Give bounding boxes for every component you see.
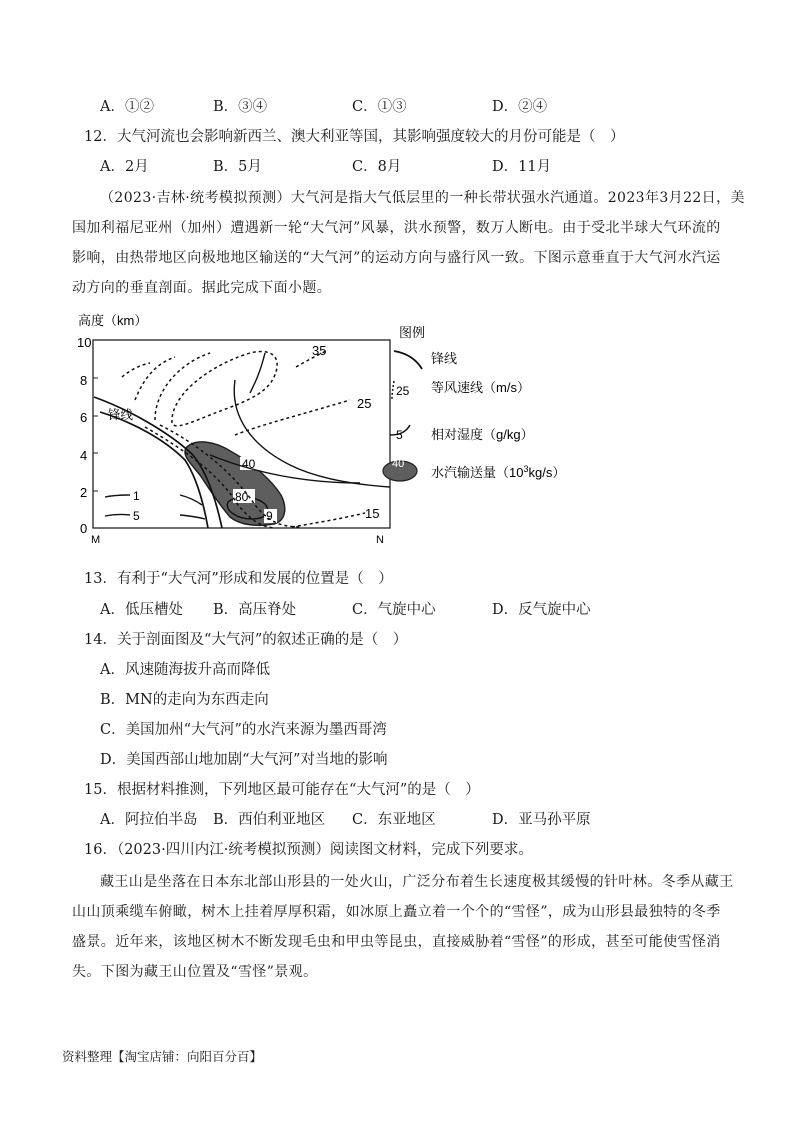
q12-option-a: A．2月 xyxy=(100,159,149,175)
q14-option-a: A．风速随海拔升高而降低 xyxy=(100,662,270,678)
cross-section-figure xyxy=(60,305,620,555)
q13-stem: 13．有利于“大气河”形成和发展的位置是（ ） xyxy=(84,571,393,587)
x-label-m: M xyxy=(91,534,101,546)
label-40: 40 xyxy=(242,457,256,471)
label-1: 1 xyxy=(133,489,140,503)
label-80: 80 xyxy=(235,490,249,504)
q11-option-b: B．③④ xyxy=(213,99,268,115)
label-9: 9 xyxy=(266,509,273,523)
material1-line-1: （2023·吉林·统考模拟预测）大气河是指大气低层里的一种长带状强水汽通道。2023年3月22日，美 xyxy=(100,190,745,206)
material1-line-2: 国加利福尼亚州（加州）遭遇新一轮“大气河”风暴，洪水预警，数万人断电。由于受北半球大气环流的 xyxy=(72,220,721,236)
q12-option-b: B．5月 xyxy=(213,159,262,175)
legend-humidity-label: 相对湿度（g/kg） xyxy=(431,427,534,442)
legend-title: 图例 xyxy=(399,325,426,340)
y-tick-8: 8 xyxy=(80,373,88,388)
q14-option-d: D．美国西部山地加剧“大气河”对当地的影响 xyxy=(100,752,388,768)
legend-wind-label: 等风速线（m/s） xyxy=(431,380,530,395)
y-tick-10: 10 xyxy=(77,335,92,350)
y-tick-2: 2 xyxy=(80,485,88,500)
label-front: 锋线 xyxy=(108,408,134,422)
q12-option-c: C．8月 xyxy=(352,159,402,175)
legend-wind-sample: 25 xyxy=(396,384,410,398)
page-footer: 资料整理【淘宝店铺：向阳百分百】 xyxy=(62,1049,263,1064)
q15-option-a: A．阿拉伯半岛 xyxy=(100,812,198,828)
q14-stem: 14．关于剖面图及“大气河”的叙述正确的是（ ） xyxy=(84,632,408,648)
material2-line-1: 藏王山是坐落在日本东北部山形县的一处火山，广泛分布着生长速度极其缓慢的针叶林。冬季从藏王 xyxy=(100,874,734,890)
legend-humidity-sample: 5 xyxy=(396,428,403,442)
material2-line-4: 失。下图为藏王山位置及“雪怪”景观。 xyxy=(72,964,318,980)
q12-option-d: D．11月 xyxy=(492,159,552,175)
y-axis-label: 高度（km） xyxy=(78,313,148,328)
label-35: 35 xyxy=(312,343,327,358)
label-25: 25 xyxy=(357,396,372,411)
q14-option-c: C．美国加州“大气河”的水汽来源为墨西哥湾 xyxy=(100,722,387,738)
q15-option-c: C．东亚地区 xyxy=(352,812,436,828)
label-15: 15 xyxy=(365,506,380,521)
q11-option-c: C．①③ xyxy=(352,99,407,115)
material2-line-2: 山山顶乘缆车俯瞰，树木上挂着厚厚积霜，如冰原上矗立着一个个的“雪怪”，成为山形县最独特的冬季 xyxy=(72,904,721,920)
q13-option-d: D．反气旋中心 xyxy=(492,602,591,618)
q16-stem: 16．（2023·四川内江·统考模拟预测）阅读图文材料，完成下列要求。 xyxy=(84,842,533,858)
x-label-n: N xyxy=(376,534,384,546)
legend-transport-sample: 40 xyxy=(392,458,405,470)
y-tick-0: 0 xyxy=(80,521,88,536)
legend-front-label: 锋线 xyxy=(431,351,458,366)
legend-front-symbol xyxy=(394,351,422,369)
material1-line-4: 动方向的垂直剖面。据此完成下面小题。 xyxy=(72,280,332,296)
material1-line-3: 影响，由热带地区向极地地区输送的“大气河”的运动方向与盛行风一致。下图示意垂直于大气河水汽运 xyxy=(72,250,721,266)
q11-option-d: D．②④ xyxy=(492,99,548,115)
q11-option-a: A．①② xyxy=(100,99,154,115)
q13-option-c: C．气旋中心 xyxy=(352,602,436,618)
legend-transport-label: 水汽输送量$(10^3kg/s)$ xyxy=(431,464,566,480)
front-line-lower xyxy=(100,412,208,528)
q13-option-a: A．低压槽处 xyxy=(100,602,183,618)
material2-line-3: 盛景。近年来，该地区树木不断发现毛虫和甲虫等昆虫，直接威胁着“雪怪”的形成，甚至可能使雪怪消 xyxy=(72,934,721,950)
q14-option-b: B．MN的走向为东西走向 xyxy=(100,692,269,708)
label-5: 5 xyxy=(133,509,140,523)
q13-option-b: B．高压脊处 xyxy=(213,602,297,618)
q12-stem: 12．大气河流也会影响新西兰、澳大利亚等国，其影响强度较大的月份可能是（ ） xyxy=(84,129,625,145)
q15-stem: 15．根据材料推测，下列地区最可能存在“大气河”的是（ ） xyxy=(84,782,480,798)
y-tick-6: 6 xyxy=(80,410,88,425)
q15-option-b: B．西伯利亚地区 xyxy=(213,812,326,828)
y-tick-4: 4 xyxy=(80,448,88,463)
q15-option-d: D．亚马孙平原 xyxy=(492,812,591,828)
